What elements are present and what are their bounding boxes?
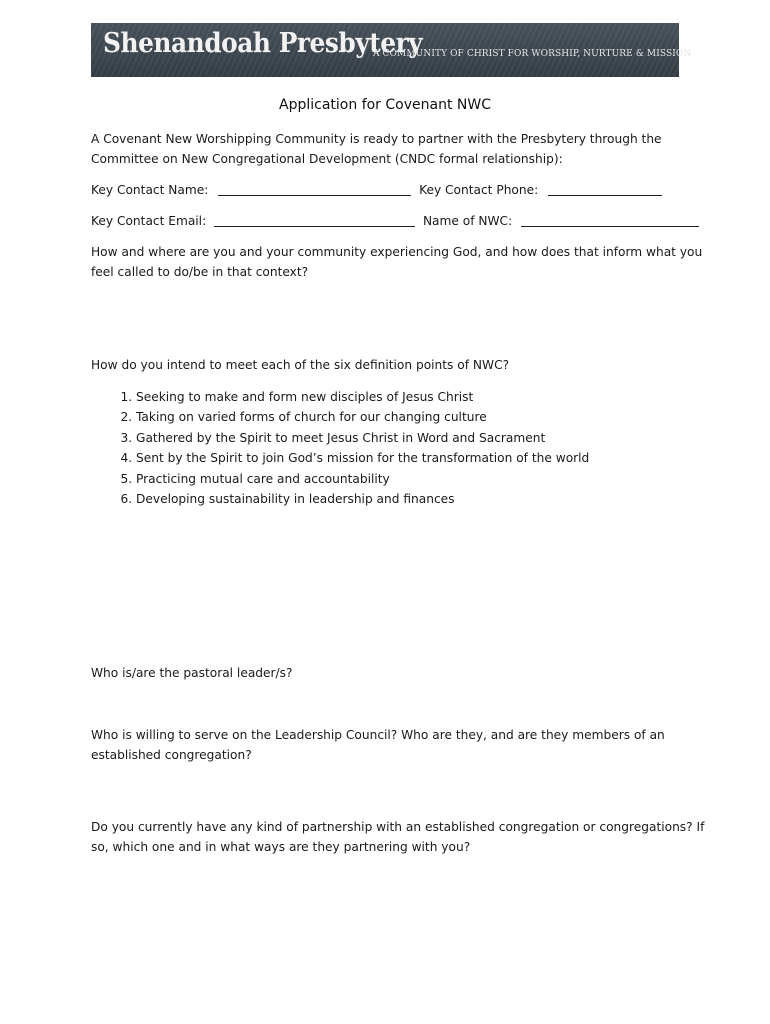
list-item: 6. Developing sustainability in leadership and finances [136, 489, 589, 509]
question-leadership-council-line-2: established congregation? [91, 748, 252, 762]
question-partnership-line-2: so, which one and in what ways are they partnering with you? [91, 840, 471, 854]
presbytery-banner [91, 23, 692, 77]
key-contact-name-label: Key Contact Name: [91, 183, 209, 197]
document-title: Application for Covenant NWC [279, 97, 491, 113]
key-contact-email-field[interactable] [214, 212, 415, 227]
contact-row-2 [91, 211, 699, 231]
key-contact-email-label: Key Contact Email: [91, 214, 207, 228]
question-experiencing-god-line-1: How and where are you and your community experiencing God, and how does that inform what you [91, 245, 703, 259]
question-leadership-council-line-1: Who is willing to serve on the Leadership Council? Who are they, and are they members of an [91, 728, 665, 742]
question-experiencing-god-line-2: feel called to do/be in that context? [91, 265, 309, 279]
name-of-nwc-label: Name of NWC: [422, 214, 513, 228]
list-item: 1. Seeking to make and form new disciples of Jesus Christ [136, 387, 589, 407]
list-item: 2. Taking on varied forms of church for our changing culture [136, 407, 589, 427]
banner-tagline: A COMMUNITY OF CHRIST FOR WORSHIP, NURTURE & MISSION [373, 49, 692, 59]
banner-title: Shenandoah Presbytery [103, 28, 423, 59]
list-item: 5. Practicing mutual care and accountability [136, 469, 589, 489]
key-contact-phone-field[interactable] [548, 181, 662, 196]
intro-line-2: Committee on New Congregational Development (CNDC formal relationship): [91, 152, 563, 166]
question-definition-points: How do you intend to meet each of the six definition points of NWC? [91, 358, 510, 372]
name-of-nwc-field[interactable] [521, 212, 699, 227]
intro-line-1: A Covenant New Worshipping Community is ready to partner with the Presbytery through the [91, 132, 662, 146]
question-partnership-line-1: Do you currently have any kind of partnership with an established congregation or congregations? If [91, 820, 705, 834]
key-contact-name-field[interactable] [218, 181, 411, 196]
key-contact-phone-label: Key Contact Phone: [419, 183, 539, 197]
list-item: 3. Gathered by the Spirit to meet Jesus Christ in Word and Sacrament [136, 428, 589, 448]
list-item: 4. Sent by the Spirit to join God’s mission for the transformation of the world [136, 448, 589, 468]
contact-row-1 [91, 180, 662, 200]
question-pastoral-leaders: Who is/are the pastoral leader/s? [91, 666, 293, 680]
definition-points-list [91, 387, 589, 509]
